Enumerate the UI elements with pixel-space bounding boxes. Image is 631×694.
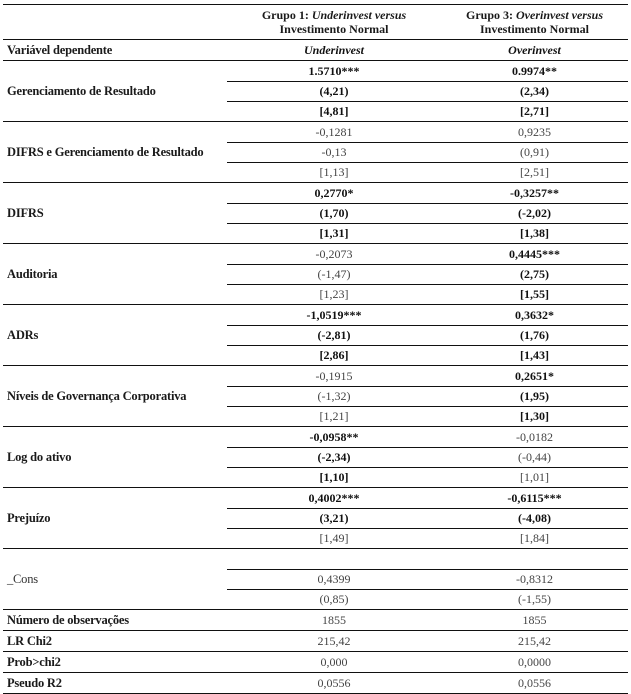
stat-label: Prob>chi2 [7,654,61,669]
table-cell: (3,21) [319,510,349,525]
variable-group [3,304,628,365]
cons-group [3,548,628,609]
table-cell: (-1,32) [317,388,351,403]
table-cell: (-4,08) [518,510,551,525]
variable-group [3,60,628,121]
stat-row [3,609,628,630]
table-cell: 0,3632* [515,307,554,322]
stat-value: 1855 [522,612,547,627]
table-header [3,4,628,39]
value-row [3,244,628,264]
table-cell: (4,21) [319,83,349,98]
variable-label: Níveis de Governança Corporativa [7,388,187,403]
value-row [3,284,628,304]
table-cell: 0.9974** [512,63,557,78]
value-row [3,264,628,284]
value-row [3,467,628,487]
table-cell: 1.5710*** [308,63,360,78]
stat-label: Número de observações [7,612,129,627]
value-row [3,406,628,426]
table-cell: [1,30] [520,408,549,423]
value-row [3,203,628,223]
value-row [3,305,628,325]
table-cell: [1,55] [520,286,549,301]
stat-value: 0,000 [320,654,348,669]
variable-label: Auditoria [7,266,58,281]
table-cell: (1,76) [520,327,549,342]
table-cell: [4,81] [319,103,349,118]
table-cell: 0,2770* [314,185,354,200]
variable-label: DIFRS e Gerenciamento de Resultado [7,144,204,159]
table-cell: -0,0182 [516,429,553,444]
cons-row: 0,4399 -0,8312 [3,569,628,589]
table-cell: (2,75) [520,266,549,281]
table-cell: -0,2073 [315,246,353,261]
stat-value: 1855 [322,612,346,627]
stat-row [3,672,628,693]
table-cell: -1,0519*** [306,307,362,322]
table-cell: 0,4445*** [509,246,560,261]
variable-label: ADRs [7,327,39,342]
value-row [3,345,628,365]
value-row [3,122,628,142]
value-row [3,101,628,121]
value-row [3,183,628,203]
table-cell: 0,4002*** [308,490,360,505]
value-row [3,427,628,447]
value-row [3,447,628,467]
stat-label: Pseudo R2 [7,675,62,690]
table-cell: [1,13] [319,164,349,179]
value-row [3,325,628,345]
table-cell: (-2,02) [518,205,551,220]
table-cell: -0,3257** [510,185,559,200]
table-cell: (-0,44) [518,449,551,464]
table-cell: [2,86] [319,347,349,362]
table-cell: [1,21] [319,408,349,423]
stat-label: LR Chi2 [7,633,52,648]
table-cell: [1,23] [319,286,349,301]
table-cell: 0,2651* [515,368,554,383]
table-cell: -0,1281 [315,124,353,139]
table-cell: (1,95) [520,388,549,403]
header-group3: Grupo 3: Overinvest versus Investimento Normal [465,8,603,36]
stat-value: 215,42 [317,633,351,648]
header-group1: Grupo 1: Underinvest versus Investimento Normal [261,8,407,36]
value-row [3,61,628,81]
table-cell: [2,51] [520,164,549,179]
table-cell: -0,6115*** [507,490,562,505]
cons-label: _Cons [7,571,38,586]
table-cell: (2,34) [520,83,549,98]
table-cell: -0,13 [321,144,347,159]
value-row [3,223,628,243]
variable-label: Gerenciamento de Resultado [7,83,156,98]
table-cell: -0,0958** [309,429,359,444]
table-cell: [1,10] [319,469,349,484]
stat-value: 0,0556 [518,675,551,690]
variable-label: DIFRS [7,205,44,220]
table-cell: (-2,81) [317,327,351,342]
variable-group [3,243,628,304]
cons-row: (0,85) (-1,55) [3,589,628,609]
table-cell: (-1,47) [317,266,351,281]
table-cell: 0,9235 [518,124,551,139]
value-row [3,366,628,386]
dependent-variable-row [3,39,628,60]
variable-group [3,121,628,182]
cons-row [3,549,628,569]
stat-row [3,651,628,672]
stat-value: 0,0556 [317,675,351,690]
stat-row [3,630,628,651]
variable-group [3,487,628,548]
table-cell: -0,1915 [315,368,353,383]
value-row [3,488,628,508]
value-row [3,528,628,548]
value-row [3,508,628,528]
table-cell: [1,43] [520,347,549,362]
table-cell: (0,91) [520,144,549,159]
table-cell: [1,38] [520,225,549,240]
value-row [3,81,628,101]
dependent-col2: Overinvest [508,42,561,57]
dependent-col1: Underinvest [304,42,364,57]
table-cell: [1,31] [319,225,349,240]
value-row [3,386,628,406]
table-cell: [1,01] [520,469,549,484]
table-cell: [1,84] [520,530,549,545]
table-cell: [2,71] [520,103,549,118]
variable-group [3,365,628,426]
table-cell: [1,49] [319,530,349,545]
variable-group [3,426,628,487]
variable-group [3,182,628,243]
table-cell: (-2,34) [317,449,351,464]
value-row [3,142,628,162]
value-row [3,162,628,182]
variable-label: Log do ativo [7,449,72,464]
dependent-variable-label: Variável dependente [7,42,113,57]
regression-table [3,4,628,694]
stat-value: 215,42 [518,633,551,648]
table-cell: (1,70) [319,205,349,220]
stat-value: 0,0000 [518,654,551,669]
variable-label: Prejuízo [7,510,51,525]
